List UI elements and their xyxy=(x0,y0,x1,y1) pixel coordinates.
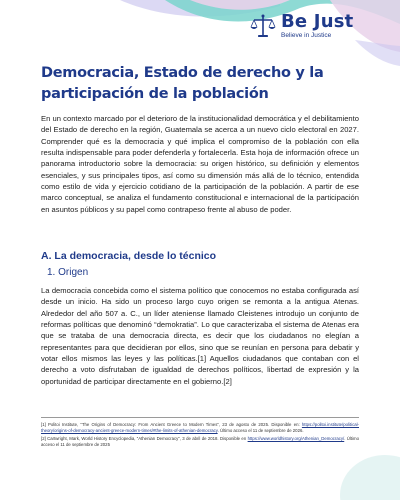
logo-text xyxy=(281,10,354,40)
footnote-2 xyxy=(41,436,359,449)
footer-decoration xyxy=(340,455,400,500)
title-line-1: Democracia, Estado de derecho y la xyxy=(41,65,324,81)
scales-of-justice-icon xyxy=(250,13,276,39)
section-heading: A. La democracia, desde lo técnico xyxy=(41,250,217,262)
page-title xyxy=(41,63,371,105)
brand-name: Be Just xyxy=(281,10,354,32)
footnote-2-link[interactable]: https://www.worldhistory.org/Athenian_Democracy/ xyxy=(247,435,345,441)
footnote-2-text: [2] Cartwright, Mark, World History Encyclopedia, “Athenian Democracy”, 3 de abril de 2018. Disponible en xyxy=(41,435,248,441)
brand-logo xyxy=(250,10,390,42)
footnote-1-text: [1] Politoi Institute, “The Origins of Democracy: From Ancient Greece to Modern Times”, 23 de agosto de 2025. Disponible en: xyxy=(41,422,302,427)
footnote-1 xyxy=(41,422,359,435)
subsection-heading: 1. Origen xyxy=(47,267,89,278)
brand-tagline: Believe in Justice xyxy=(281,31,332,39)
title-line-2: participación de la población xyxy=(41,86,269,102)
footnote-1-access: . Último acceso el 11 de septiembre de 2026. xyxy=(217,428,304,434)
footnote-2-access: . Último acceso el 11 de septiembre de 2025 xyxy=(41,435,359,447)
footnote-1-link[interactable]: https://politoi.institute/political-theory/origins-of-democracy-ancient-greece-modern-times/#the-limits-of-athenian-democracy xyxy=(41,422,359,434)
footnote-divider xyxy=(41,417,359,418)
intro-paragraph: En un contexto marcado por el deterioro de la institucionalidad democrática y el debilitamiento del Estado de derecho en la región, Guatemala se acerca a un nuevo ciclo electoral en 2027. Comprender qué es la democracia y qué implica el compromiso de la población con ella resulta indispensable para poder defenderla y fortalecerla. Esta hoja de información ofrece un panorama introductorio sobre la democracia: su origen histórico, su definición y elementos esenciales, y sus principales tipos, así como su dimensión más allá de lo técnico, entendida como estilo de vida y ejercicio cotidiano de la participación de la población. A partir de ese marco conceptual, se analiza el fundamento constitucional e internacional de la participación en asuntos públicos y su papel como contrapeso frente al abuso de poder. xyxy=(41,114,359,214)
footnotes xyxy=(41,422,359,449)
body-paragraph: La democracia concebida como el sistema político que conocemos no estaba configurada así desde un inicio. Ha sido un proceso largo cuyo origen se remonta a la antigua Atenas. Alrededor del año 507 a. C., un líder ateniense llamado Cleistenes introdujo un conjunto de reformas políticas que denominó “demokratia”. Lo que caracterizaba el sistema de Atenas era que se trataba de una democracia directa, es decir que los ciudadanos no elegían a representantes para que decidieran por ellos, sino que se reunían en persona para debatir y votar ellos mismos las leyes y las políticas.[1] Aquellos ciudadanos que contaban con el derecho a voto disfrutaban de igualdad de derechos políticos, libertad de expresión y la oportunidad de participar directamente en el gobierno.[2] xyxy=(41,286,359,386)
